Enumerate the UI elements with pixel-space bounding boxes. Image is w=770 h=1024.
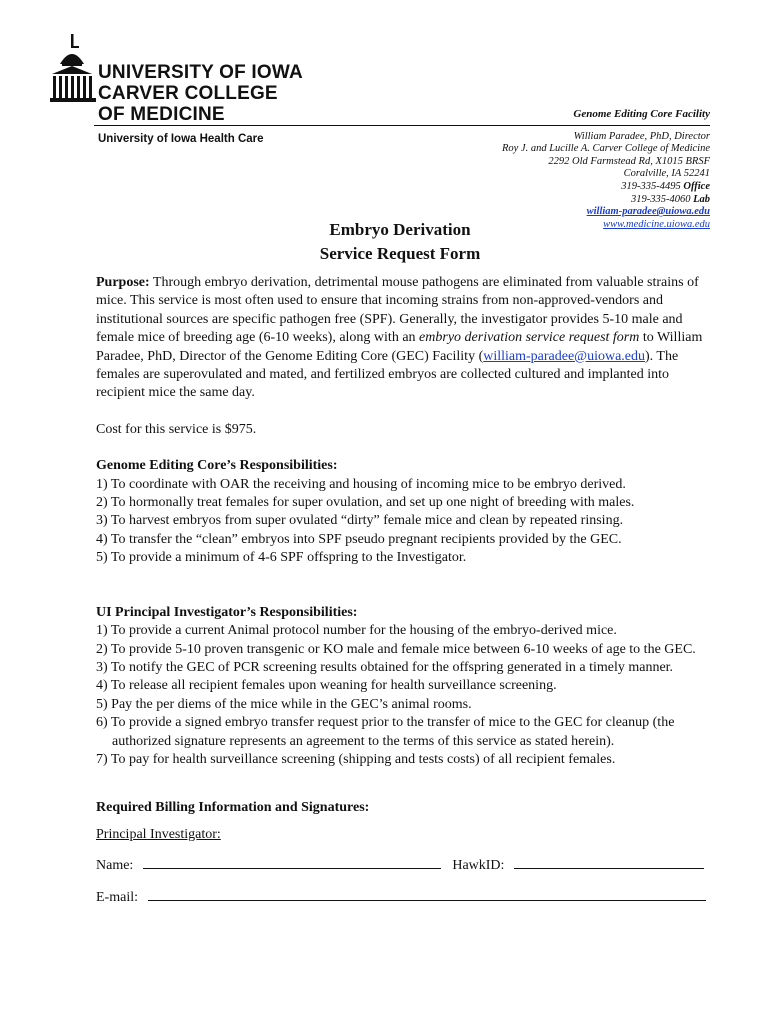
city-address: Coralville, IA 52241 bbox=[623, 168, 710, 180]
name-hawkid-row bbox=[96, 854, 711, 875]
list-item: 4) To transfer the “clean” embryos into SPF pseudo pregnant recipients provided by the GEC. bbox=[96, 531, 622, 547]
email-row bbox=[96, 886, 711, 907]
director-name: William Paradee, PhD, Director bbox=[573, 130, 710, 142]
email-field[interactable] bbox=[148, 886, 706, 901]
street-address: 2292 Old Farmstead Rd, X1015 BRSF bbox=[548, 155, 710, 167]
name-field[interactable] bbox=[143, 854, 441, 869]
form-title-line-2: Service Request Form bbox=[319, 244, 481, 263]
list-item: 4) To release all recipient females upon weaning for health surveillance screening. bbox=[96, 678, 557, 694]
gec-responsibilities-list bbox=[96, 476, 711, 568]
billing-heading: Required Billing Information and Signatures: bbox=[96, 800, 370, 816]
form-body bbox=[96, 274, 711, 907]
pi-label: Principal Investigator: bbox=[96, 826, 221, 842]
list-item: 3) To notify the GEC of PCR screening results obtained for the offspring generated in a timely manner. bbox=[96, 659, 674, 675]
logo-subline: University of Iowa Health Care bbox=[98, 133, 264, 145]
logo-line-2: CARVER COLLEGE bbox=[98, 83, 278, 104]
facility-name: Genome Editing Core Facility bbox=[94, 108, 710, 126]
office-phone: 319-335-4495 Office bbox=[621, 180, 710, 192]
list-item: 5) Pay the per diems of the mice while in the GEC’s animal rooms. bbox=[96, 696, 472, 712]
old-capitol-icon bbox=[50, 30, 98, 110]
contact-email-link[interactable]: william-paradee@uiowa.edu bbox=[586, 206, 710, 218]
list-item: 5) To provide a minimum of 4-6 SPF offspring to the Investigator. bbox=[96, 550, 467, 566]
list-item: 3) To harvest embryos from super ovulated “dirty” female mice and clean by repeated rinsing. bbox=[96, 513, 624, 529]
contact-block bbox=[94, 108, 710, 231]
list-item: 2) To provide 5-10 proven transgenic or KO male and female mice between 6-10 weeks of age to the GEC. bbox=[96, 641, 696, 657]
hawkid-label: HawkID: bbox=[452, 858, 505, 874]
form-title-line-1: Embryo Derivation bbox=[329, 220, 471, 239]
college-name: Roy J. and Lucille A. Carver College of Medicine bbox=[501, 143, 710, 155]
lab-phone: 319-335-4060 Lab bbox=[630, 193, 710, 205]
website-link[interactable]: www.medicine.uiowa.edu bbox=[603, 218, 710, 230]
list-item: 6) To provide a signed embryo transfer request prior to the transfer of mice to the GEC for cleanup (the authorized signature represents an agreement to the terms of this service as stated herein). bbox=[96, 715, 675, 749]
purpose-paragraph: Purpose: Through embryo derivation, detrimental mouse pathogens are eliminated from valuable strains of mice. This service is most often used to ensure that incoming strains from non-approved-vendors and institutional sources are specific pathogen free (SPF). Generally, the investigator provides 5-10 male and female mice of breeding age (6-10 weeks), along with an embryo derivation service request form to William Paradee, PhD, Director of the Genome Editing Core (GEC) Facility (william-paradee@uiowa.edu). The females are superovulated and mated, and fertilized embryos are collected cultured and implanted into recipient mice the same day. bbox=[96, 275, 703, 401]
list-item: 7) To pay for health surveillance screening (shipping and tests costs) of all recipient females. bbox=[96, 751, 616, 767]
hawkid-field[interactable] bbox=[514, 854, 704, 869]
list-item: 2) To hormonally treat females for super ovulation, and set up one night of breeding with males. bbox=[96, 495, 635, 511]
logo-line-1: UNIVERSITY OF IOWA bbox=[98, 62, 303, 83]
email-label: E-mail: bbox=[96, 889, 138, 905]
list-item: 1) To coordinate with OAR the receiving and housing of incoming mice to be embryo derived. bbox=[96, 476, 626, 492]
form-name-emphasis: embryo derivation service request form bbox=[419, 330, 640, 346]
name-label: Name: bbox=[96, 858, 134, 874]
gec-responsibilities-heading: Genome Editing Core’s Responsibilities: bbox=[96, 458, 338, 474]
pi-responsibilities-heading: UI Principal Investigator’s Responsibilities: bbox=[96, 604, 358, 620]
list-item: 1) To provide a current Animal protocol number for the housing of the embryo-derived mice. bbox=[96, 623, 617, 639]
purpose-email-link[interactable]: william-paradee@uiowa.edu bbox=[483, 348, 646, 364]
purpose-label: Purpose: bbox=[96, 275, 150, 290]
pi-responsibilities-list bbox=[96, 622, 711, 769]
form-title bbox=[300, 218, 500, 266]
logo-line-3: OF MEDICINE bbox=[98, 104, 225, 125]
cost-statement: Cost for this service is $975. bbox=[96, 421, 257, 437]
